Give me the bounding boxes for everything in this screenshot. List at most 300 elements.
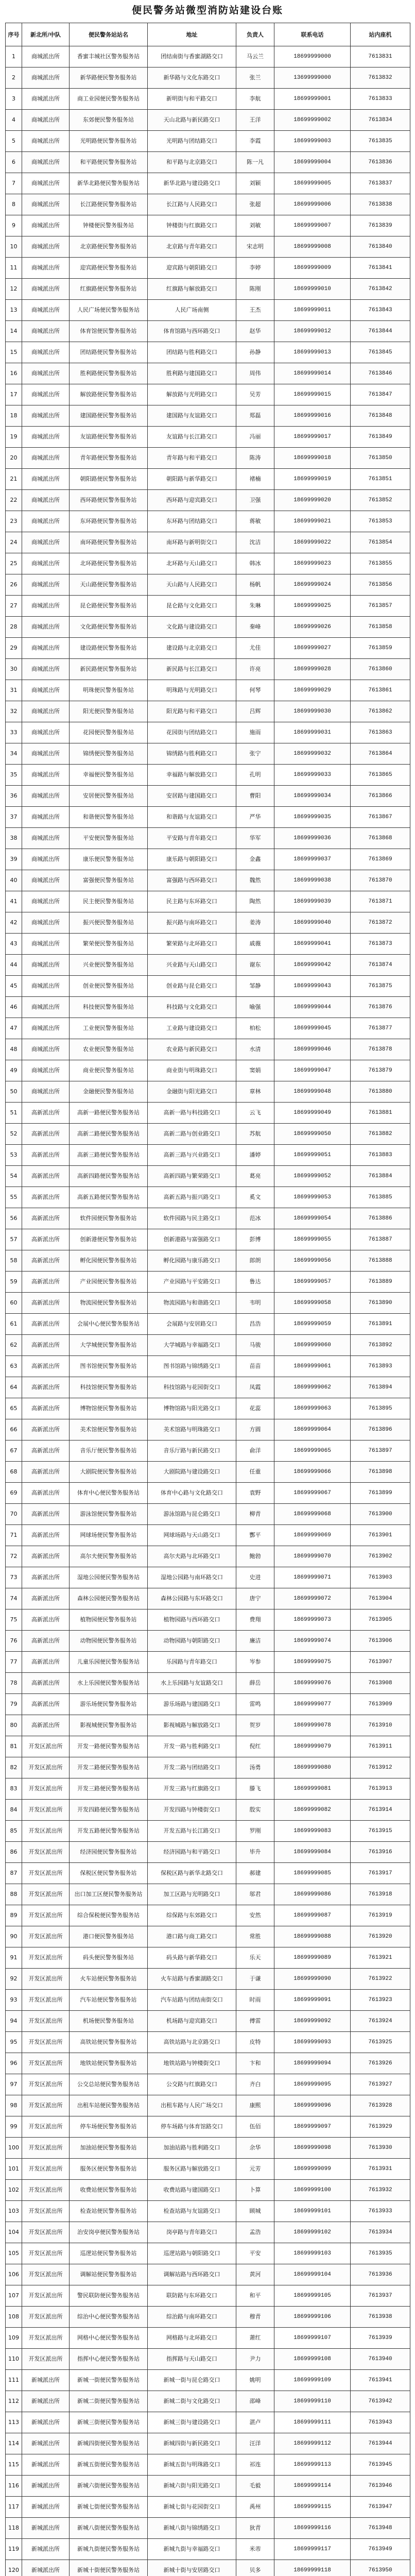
- row-person: 赵华: [236, 321, 274, 342]
- row-unit: 高新派出所: [22, 1377, 70, 1398]
- table-row: [6, 300, 410, 321]
- row-unit: 开发区派出所: [22, 1947, 70, 1969]
- row-address: 新城五街与明珠路交口: [148, 2454, 236, 2476]
- row-landline: 7613870: [351, 870, 410, 891]
- row-index: 92: [6, 1969, 22, 1990]
- header-phone: 联系电话: [274, 23, 351, 46]
- row-station-name: 新华路便民警务服务站: [70, 67, 148, 89]
- row-address: 加工区路与光明路交口: [148, 1884, 236, 1905]
- row-address: 机场路与迎宾路交口: [148, 2011, 236, 2032]
- row-unit: 开发区派出所: [22, 2074, 70, 2095]
- row-phone: 18699999021: [274, 511, 351, 532]
- row-landline: 7613885: [351, 1187, 410, 1208]
- row-index: 18: [6, 405, 22, 427]
- row-station-name: 商工业园便民警务服务站: [70, 89, 148, 110]
- row-landline: 7613851: [351, 469, 410, 490]
- row-person: 和平: [236, 2285, 274, 2307]
- row-index: 90: [6, 1926, 22, 1947]
- row-station-name: 停车场便民警务服务站: [70, 2116, 148, 2138]
- row-address: 综治路与南环路交口: [148, 2307, 236, 2328]
- row-address: 加油站路与胜利路交口: [148, 2138, 236, 2159]
- row-landline: 7613840: [351, 236, 410, 258]
- row-landline: 7613949: [351, 2539, 410, 2560]
- row-phone: 18699999047: [274, 1060, 351, 1081]
- row-phone: 18699999005: [274, 173, 351, 194]
- row-station-name: 治安岗亭便民警务服务站: [70, 2222, 148, 2243]
- row-address: 解放路与光明路交口: [148, 384, 236, 405]
- row-index: 63: [6, 1356, 22, 1377]
- row-phone: 18699999110: [274, 2391, 351, 2412]
- row-unit: 高新派出所: [22, 1398, 70, 1419]
- row-unit: 商城派出所: [22, 215, 70, 236]
- row-station-name: 影视城便民警务服务站: [70, 1715, 148, 1736]
- row-landline: 7613832: [351, 67, 410, 89]
- row-index: 88: [6, 1884, 22, 1905]
- row-phone: 18699999062: [274, 1377, 351, 1398]
- row-phone: 18699999069: [274, 1525, 351, 1546]
- row-station-name: 大学城便民警务服务站: [70, 1335, 148, 1356]
- row-person: 陈刚: [236, 279, 274, 300]
- row-landline: 7613920: [351, 1926, 410, 1947]
- row-person: 秦峰: [236, 617, 274, 638]
- row-unit: 开发区派出所: [22, 1800, 70, 1821]
- row-person: 葛亮: [236, 1166, 274, 1187]
- row-unit: 开发区派出所: [22, 2032, 70, 2053]
- table-row: [6, 1969, 410, 1990]
- row-person: 冯丽: [236, 427, 274, 448]
- row-address: 开发二路与团结路交口: [148, 1757, 236, 1778]
- row-address: 创业路与昆仑路交口: [148, 976, 236, 997]
- row-landline: 7613860: [351, 659, 410, 680]
- row-index: 65: [6, 1398, 22, 1419]
- row-address: 平安路与青年路交口: [148, 828, 236, 849]
- table-row: [6, 2138, 410, 2159]
- row-station-name: 高新二路便民警务服务站: [70, 1124, 148, 1145]
- row-landline: 7613917: [351, 1863, 410, 1884]
- table-row: [6, 173, 410, 194]
- row-unit: 高新派出所: [22, 1250, 70, 1272]
- row-station-name: 花园便民警务服务站: [70, 722, 148, 743]
- row-landline: 7613925: [351, 2032, 410, 2053]
- row-station-name: 胜利路便民警务服务站: [70, 363, 148, 384]
- table-row: [6, 2074, 410, 2095]
- row-index: 47: [6, 1018, 22, 1039]
- row-unit: 高新派出所: [22, 1673, 70, 1694]
- row-address: 科技馆路与花园街交口: [148, 1377, 236, 1398]
- row-index: 82: [6, 1757, 22, 1778]
- row-unit: 商城派出所: [22, 849, 70, 870]
- row-address: 青年路与和平路交口: [148, 448, 236, 469]
- row-station-name: 昆仑路便民警务服务站: [70, 596, 148, 617]
- row-station-name: 湿地公园便民警务服务站: [70, 1567, 148, 1588]
- table-row: [6, 1652, 410, 1673]
- table-row: [6, 997, 410, 1018]
- row-landline: 7613910: [351, 1715, 410, 1736]
- row-landline: 7613923: [351, 1990, 410, 2011]
- row-phone: 18699999044: [274, 997, 351, 1018]
- table-row: [6, 1694, 410, 1715]
- row-phone: 18699999009: [274, 258, 351, 279]
- row-index: 106: [6, 2264, 22, 2285]
- row-station-name: 钟楼便民警务服务站: [70, 215, 148, 236]
- row-index: 66: [6, 1419, 22, 1440]
- row-station-name: 西环路便民警务服务站: [70, 490, 148, 511]
- row-index: 78: [6, 1673, 22, 1694]
- table-row: [6, 574, 410, 596]
- row-unit: 商城派出所: [22, 469, 70, 490]
- row-station-name: 高新三路便民警务服务站: [70, 1145, 148, 1166]
- row-phone: 18699999106: [274, 2307, 351, 2328]
- row-person: 严华: [236, 807, 274, 828]
- row-station-name: 高新四路便民警务服务站: [70, 1166, 148, 1187]
- table-row: [6, 110, 410, 131]
- row-index: 33: [6, 722, 22, 743]
- row-station-name: 北京路便民警务服务站: [70, 236, 148, 258]
- row-landline: 7613902: [351, 1546, 410, 1567]
- row-person: 潘婷: [236, 1145, 274, 1166]
- row-person: 魏然: [236, 870, 274, 891]
- row-phone: 18699999037: [274, 849, 351, 870]
- row-unit: 高新派出所: [22, 1546, 70, 1567]
- row-station-name: 码头便民警务服务站: [70, 1947, 148, 1969]
- row-address: 高铁站路与北京路交口: [148, 2032, 236, 2053]
- row-landline: 7613930: [351, 2138, 410, 2159]
- row-index: 8: [6, 194, 22, 215]
- row-phone: 18699999058: [274, 1293, 351, 1314]
- row-unit: 商城派出所: [22, 427, 70, 448]
- row-index: 68: [6, 1462, 22, 1483]
- row-station-name: 新民路便民警务服务站: [70, 659, 148, 680]
- row-index: 58: [6, 1250, 22, 1272]
- row-address: 图书馆路与锦绣路交口: [148, 1356, 236, 1377]
- row-unit: 商城派出所: [22, 891, 70, 912]
- row-phone: 18699999113: [274, 2454, 351, 2476]
- row-index: 16: [6, 363, 22, 384]
- row-landline: 7613897: [351, 1440, 410, 1462]
- row-landline: 7613928: [351, 2095, 410, 2116]
- row-station-name: 新城三街便民警务服务站: [70, 2412, 148, 2433]
- row-person: 费翔: [236, 1609, 274, 1631]
- row-person: 安然: [236, 1905, 274, 1926]
- row-index: 91: [6, 1947, 22, 1969]
- row-index: 62: [6, 1335, 22, 1356]
- row-station-name: 指挥中心便民警务服务站: [70, 2349, 148, 2370]
- row-unit: 开发区派出所: [22, 2201, 70, 2222]
- row-station-name: 新城六街便民警务服务站: [70, 2476, 148, 2497]
- row-index: 53: [6, 1145, 22, 1166]
- table-row: [6, 2011, 410, 2032]
- row-phone: 18699999072: [274, 1588, 351, 1609]
- row-index: 115: [6, 2454, 22, 2476]
- row-phone: 18699999026: [274, 617, 351, 638]
- row-index: 98: [6, 2095, 22, 2116]
- table-row: [6, 2539, 410, 2560]
- row-unit: 商城派出所: [22, 596, 70, 617]
- row-station-name: 游乐场便民警务服务站: [70, 1694, 148, 1715]
- row-unit: 高新派出所: [22, 1335, 70, 1356]
- row-person: 水清: [236, 1039, 274, 1060]
- row-address: 联防路与东环路交口: [148, 2285, 236, 2307]
- row-person: 萧红: [236, 2328, 274, 2349]
- row-unit: 开发区派出所: [22, 2053, 70, 2074]
- row-index: 15: [6, 342, 22, 363]
- row-person: 乐天: [236, 1947, 274, 1969]
- row-index: 100: [6, 2138, 22, 2159]
- row-unit: 开发区派出所: [22, 2349, 70, 2370]
- row-phone: 18699999024: [274, 574, 351, 596]
- row-landline: 7613859: [351, 638, 410, 659]
- row-address: 南环路与新明街交口: [148, 532, 236, 553]
- row-index: 61: [6, 1314, 22, 1335]
- row-station-name: 开发一路便民警务服务站: [70, 1736, 148, 1757]
- row-person: 陶然: [236, 891, 274, 912]
- row-unit: 商城派出所: [22, 955, 70, 976]
- row-address: 收费站路与建国路交口: [148, 2180, 236, 2201]
- row-landline: 7613907: [351, 1652, 410, 1673]
- row-unit: 高新派出所: [22, 1272, 70, 1293]
- table-row: [6, 342, 410, 363]
- table-header-row: [6, 23, 410, 46]
- row-station-name: 创新港便民警务服务站: [70, 1229, 148, 1250]
- row-address: 网格路与北环路交口: [148, 2328, 236, 2349]
- row-landline: 7613890: [351, 1293, 410, 1314]
- row-address: 新城四街与新民路交口: [148, 2433, 236, 2454]
- row-index: 97: [6, 2074, 22, 2095]
- row-phone: 18699999091: [274, 1990, 351, 2011]
- row-phone: 18699999027: [274, 638, 351, 659]
- row-index: 85: [6, 1821, 22, 1842]
- row-unit: 商城派出所: [22, 89, 70, 110]
- row-unit: 商城派出所: [22, 722, 70, 743]
- row-landline: 7613848: [351, 405, 410, 427]
- row-phone: 13699999000: [274, 67, 351, 89]
- row-person: 皮特: [236, 2032, 274, 2053]
- row-unit: 商城派出所: [22, 131, 70, 152]
- row-station-name: 开发五路便民警务服务站: [70, 1821, 148, 1842]
- row-phone: 18699999002: [274, 110, 351, 131]
- row-landline: 7613898: [351, 1462, 410, 1483]
- row-phone: 18699999078: [274, 1715, 351, 1736]
- row-unit: 高新派出所: [22, 1229, 70, 1250]
- row-landline: 7613839: [351, 215, 410, 236]
- row-address: 高新五路与振兴路交口: [148, 1187, 236, 1208]
- row-address: 新城七街与花园街交口: [148, 2497, 236, 2518]
- row-phone: 18699999063: [274, 1398, 351, 1419]
- row-phone: 18699999066: [274, 1462, 351, 1483]
- row-person: 伍佰: [236, 2116, 274, 2138]
- row-station-name: 新城九街便民警务服务站: [70, 2539, 148, 2560]
- row-person: 金鑫: [236, 849, 274, 870]
- row-phone: 18699999041: [274, 934, 351, 955]
- row-address: 网球场路与天山路交口: [148, 1525, 236, 1546]
- row-landline: 7613934: [351, 2222, 410, 2243]
- row-landline: 7613842: [351, 279, 410, 300]
- row-index: 34: [6, 743, 22, 765]
- row-address: 大剧院路与建设路交口: [148, 1462, 236, 1483]
- row-address: 幸福路与解放路交口: [148, 765, 236, 786]
- row-phone: 18699999100: [274, 2180, 351, 2201]
- row-address: 乐园路与青年路交口: [148, 1652, 236, 1673]
- row-address: 大学城路与幸福路交口: [148, 1335, 236, 1356]
- row-index: 28: [6, 617, 22, 638]
- row-station-name: 物流园便民警务服务站: [70, 1293, 148, 1314]
- row-index: 35: [6, 765, 22, 786]
- row-index: 13: [6, 300, 22, 321]
- row-person: 卫强: [236, 490, 274, 511]
- row-station-name: 服务区便民警务服务站: [70, 2159, 148, 2180]
- row-phone: 18699999086: [274, 1884, 351, 1905]
- row-phone: 18699999112: [274, 2433, 351, 2454]
- row-phone: 18699999099: [274, 2159, 351, 2180]
- table-row: [6, 1757, 410, 1778]
- table-row: [6, 1800, 410, 1821]
- row-unit: 商城派出所: [22, 152, 70, 173]
- table-row: [6, 1419, 410, 1440]
- row-landline: 7613867: [351, 807, 410, 828]
- row-index: 25: [6, 553, 22, 574]
- table-row: [6, 1250, 410, 1272]
- row-address: 高新一路与科技路交口: [148, 1103, 236, 1124]
- row-address: 北环路与天山路交口: [148, 553, 236, 574]
- table-row: [6, 89, 410, 110]
- row-address: 新明街与和平路交口: [148, 89, 236, 110]
- row-address: 体育馆路与西环路交口: [148, 321, 236, 342]
- row-landline: 7613913: [351, 1778, 410, 1800]
- table-row: [6, 638, 410, 659]
- row-station-name: 香蜜丰城社区警务服务站: [70, 46, 148, 67]
- row-address: 高尔夫路与北环路交口: [148, 1546, 236, 1567]
- table-row: [6, 1103, 410, 1124]
- row-index: 42: [6, 912, 22, 934]
- station-ledger-table: [5, 23, 410, 2576]
- row-landline: 7613887: [351, 1229, 410, 1250]
- row-unit: 高新派出所: [22, 1145, 70, 1166]
- row-address: 金融街与阳光路交口: [148, 1081, 236, 1103]
- row-index: 77: [6, 1652, 22, 1673]
- row-person: 凤霞: [236, 1377, 274, 1398]
- table-row: [6, 2412, 410, 2433]
- row-landline: 7613831: [351, 46, 410, 67]
- table-row: [6, 1124, 410, 1145]
- row-landline: 7613938: [351, 2307, 410, 2328]
- table-row: [6, 2285, 410, 2307]
- row-unit: 商城派出所: [22, 765, 70, 786]
- row-unit: 商城派出所: [22, 490, 70, 511]
- row-phone: 18699999038: [274, 870, 351, 891]
- table-row: [6, 1884, 410, 1905]
- row-landline: 7613901: [351, 1525, 410, 1546]
- row-station-name: 网球场便民警务服务站: [70, 1525, 148, 1546]
- row-unit: 商城派出所: [22, 300, 70, 321]
- row-unit: 商城派出所: [22, 638, 70, 659]
- row-index: 46: [6, 997, 22, 1018]
- row-person: 米芾: [236, 2539, 274, 2560]
- row-unit: 开发区派出所: [22, 2138, 70, 2159]
- row-landline: 7613894: [351, 1377, 410, 1398]
- row-index: 43: [6, 934, 22, 955]
- table-row: [6, 363, 410, 384]
- row-phone: 18699999023: [274, 553, 351, 574]
- header-person-in-charge: 负责人: [236, 23, 274, 46]
- row-index: 116: [6, 2476, 22, 2497]
- table-row: [6, 912, 410, 934]
- row-phone: 18699999081: [274, 1778, 351, 1800]
- row-phone: 18699999068: [274, 1504, 351, 1525]
- table-row: [6, 2307, 410, 2328]
- row-address: 建国路与友谊路交口: [148, 405, 236, 427]
- row-person: 滕飞: [236, 1778, 274, 1800]
- row-station-name: 新城二街便民警务服务站: [70, 2391, 148, 2412]
- row-index: 23: [6, 511, 22, 532]
- row-unit: 高新派出所: [22, 1504, 70, 1525]
- row-address: 朝阳路与新华路交口: [148, 469, 236, 490]
- table-row: [6, 2180, 410, 2201]
- row-unit: 商城派出所: [22, 173, 70, 194]
- row-person: 尹力: [236, 2349, 274, 2370]
- row-phone: 18699999107: [274, 2328, 351, 2349]
- row-address: 软件园路与民主路交口: [148, 1208, 236, 1229]
- row-address: 新华路与文化东路交口: [148, 67, 236, 89]
- row-unit: 商城派出所: [22, 511, 70, 532]
- row-person: 云飞: [236, 1103, 274, 1124]
- row-station-name: 康乐便民警务服务站: [70, 849, 148, 870]
- table-row: [6, 1631, 410, 1652]
- row-phone: 18699999067: [274, 1483, 351, 1504]
- row-unit: 商城派出所: [22, 1081, 70, 1103]
- row-station-name: 体育中心便民警务服务站: [70, 1483, 148, 1504]
- table-row: [6, 891, 410, 912]
- row-index: 119: [6, 2539, 22, 2560]
- row-unit: 高新派出所: [22, 1588, 70, 1609]
- table-row: [6, 2349, 410, 2370]
- row-index: 104: [6, 2222, 22, 2243]
- row-index: 83: [6, 1778, 22, 1800]
- row-station-name: 开发二路便民警务服务站: [70, 1757, 148, 1778]
- row-unit: 商城派出所: [22, 659, 70, 680]
- row-index: 39: [6, 849, 22, 870]
- row-unit: 开发区派出所: [22, 2264, 70, 2285]
- row-index: 11: [6, 258, 22, 279]
- row-unit: 开发区派出所: [22, 2243, 70, 2264]
- row-landline: 7613873: [351, 934, 410, 955]
- row-station-name: 保税区便民警务服务站: [70, 1863, 148, 1884]
- table-row: [6, 2095, 410, 2116]
- row-index: 81: [6, 1736, 22, 1757]
- table-row: [6, 490, 410, 511]
- row-index: 110: [6, 2349, 22, 2370]
- row-landline: 7613855: [351, 553, 410, 574]
- row-index: 114: [6, 2433, 22, 2454]
- row-landline: 7613862: [351, 701, 410, 722]
- header-landline: 站内座机: [351, 23, 410, 46]
- row-person: 章林: [236, 1081, 274, 1103]
- row-unit: 高新派出所: [22, 1356, 70, 1377]
- row-phone: 18699999010: [274, 279, 351, 300]
- row-person: 王杰: [236, 300, 274, 321]
- row-index: 101: [6, 2159, 22, 2180]
- row-person: 姚明: [236, 2370, 274, 2391]
- row-person: 湛卢: [236, 2412, 274, 2433]
- row-person: 邵峰: [236, 2391, 274, 2412]
- row-index: 59: [6, 1272, 22, 1293]
- row-landline: 7613932: [351, 2180, 410, 2201]
- row-address: 森林公园路与东环路交口: [148, 1588, 236, 1609]
- row-landline: 7613904: [351, 1588, 410, 1609]
- row-person: 酆平: [236, 1525, 274, 1546]
- row-station-name: 解放路便民警务服务站: [70, 384, 148, 405]
- table-row: [6, 596, 410, 617]
- row-landline: 7613939: [351, 2328, 410, 2349]
